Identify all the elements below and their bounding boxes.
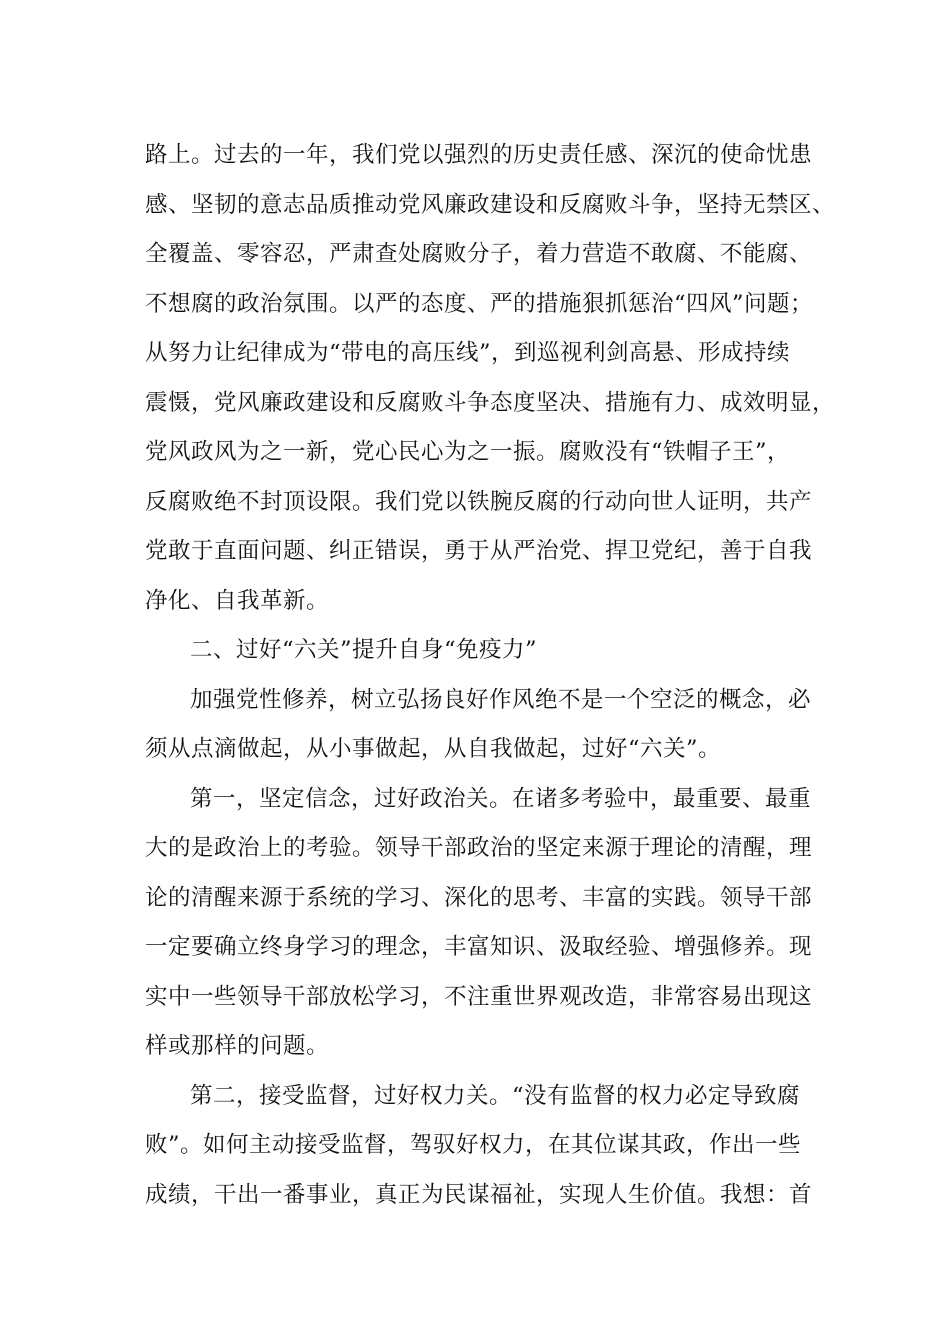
document-body <box>145 131 836 1220</box>
text-line: 全覆盖、零容忍，严肃查处腐败分子，着力营造不敢腐、不能腐、 <box>145 241 813 267</box>
text-line: 党敢于直面问题、纠正错误，勇于从严治党、捍卫党纪，善于自我 <box>145 538 813 564</box>
text-line: 党风政风为之一新，党心民心为之一振。腐败没有“铁帽子王”， <box>145 439 791 465</box>
text-line: 路上。过去的一年，我们党以强烈的历史责任感、深沉的使命忧患 <box>145 142 813 168</box>
text-line: 不想腐的政治氛围。以严的态度、严的措施狠抓惩治“四风”问题； <box>145 290 814 317</box>
text-line: 成绩，干出一番事业，真正为民谋福祉，实现人生价值。我想：首 <box>145 1181 813 1208</box>
text-line: 一定要确立终身学习的理念，丰富知识、汲取经验、增强修养。现 <box>145 934 813 960</box>
text-line: 实中一些领导干部放松学习，不注重世界观改造，非常容易出现这 <box>145 983 813 1010</box>
text-line: 感、坚韧的意志品质推动党风廉政建设和反腐败斗争，坚持无禁区、 <box>145 191 836 218</box>
text-line: 反腐败绝不封顶设限。我们党以铁腕反腐的行动向世人证明，共产 <box>145 488 813 515</box>
text-line: 震慑，党风廉政建设和反腐败斗争态度坚决、措施有力、成效明显， <box>145 389 836 416</box>
text-line: 第二，接受监督，过好权力关。“没有监督的权力必定导致腐 <box>190 1082 801 1109</box>
text-line: 从努力让纪律成为“带电的高压线”，到巡视利剑高悬、形成持续 <box>145 340 791 366</box>
text-line: 大的是政治上的考验。领导干部政治的坚定来源于理论的清醒，理 <box>145 835 813 861</box>
text-line: 败”。如何主动接受监督，驾驭好权力，在其位谋其政，作出一些 <box>145 1132 802 1158</box>
text-line: 论的清醒来源于系统的学习、深化的思考、丰富的实践。领导干部 <box>145 884 813 911</box>
section-heading: 二、过好“六关”提升自身“免疫力” <box>190 637 538 663</box>
text-line: 样或那样的问题。 <box>145 1033 330 1059</box>
text-line: 加强党性修养，树立弘扬良好作风绝不是一个空泛的概念，必 <box>190 686 812 713</box>
text-line: 须从点滴做起，从小事做起，从自我做起，过好“六关”。 <box>145 736 722 762</box>
text-line: 净化、自我革新。 <box>145 587 330 614</box>
text-line: 第一，坚定信念，过好政治关。在诸多考验中，最重要、最重 <box>190 785 812 812</box>
